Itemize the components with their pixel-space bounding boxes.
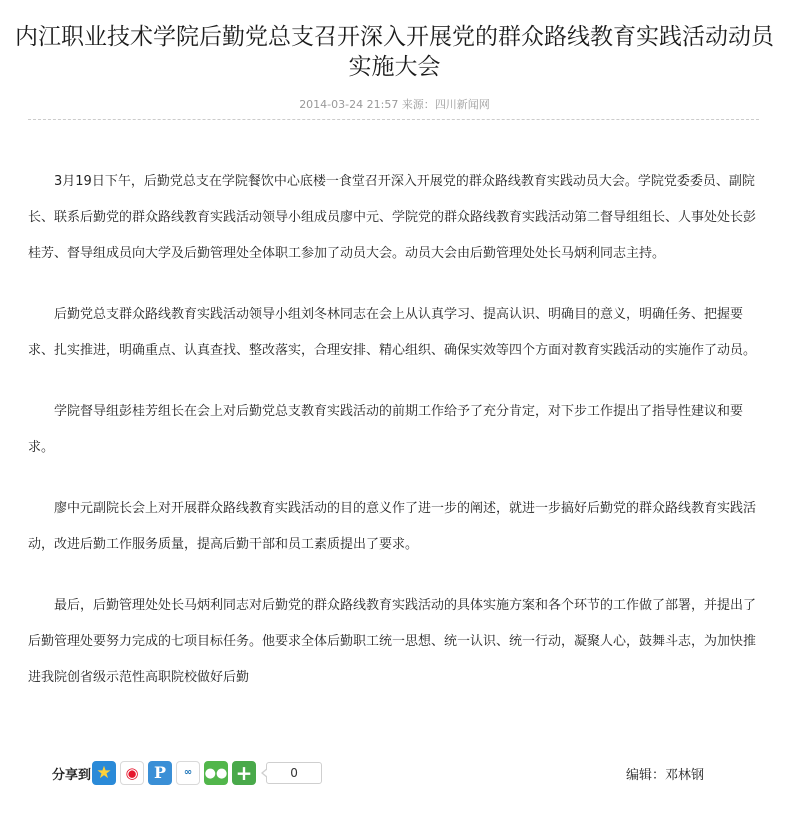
paragraph: 3月19日下午，后勤党总支在学院餐饮中心底楼一食堂召开深入开展党的群众路线教育实践动员大会。学院党委委员、副院长、联系后勤党的群众路线教育实践活动领导小组成员廖中元、学院党的群众路线教育实践活动第二督导组组长、人事处处长彭桂芳、督导组成员向大学及后勤管理处全体职工参加了动员大会。动员大会由后勤管理处处长马炳利同志主持。 (28, 174, 757, 261)
share-bar (52, 760, 322, 786)
source-label: 来源： (401, 98, 435, 111)
pinterest-icon[interactable]: P (148, 761, 172, 785)
article-body (28, 164, 759, 721)
paragraph: 最后，后勤管理处处长马炳利同志对后勤党的群众路线教育实践活动的具体实施方案和各个环节的工作做了部署，并提出了后勤管理处要努力完成的七项目标任务。他要求全体后勤职工统一思想、统一认识、统一行动，凝聚人心，鼓舞斗志，为加快推进我院创省级示范性高职院校做好后勤 (28, 598, 757, 685)
share-count: 0 (266, 762, 322, 784)
wechat-icon[interactable]: ●● (204, 761, 228, 785)
tencent-weibo-icon[interactable]: ∞ (176, 761, 200, 785)
title-divider (28, 119, 759, 120)
editor-name: 邓林钢 (665, 768, 705, 783)
sina-weibo-icon[interactable]: ◉ (120, 761, 144, 785)
more-icon[interactable]: + (232, 761, 256, 785)
editor-credit (626, 767, 704, 785)
paragraph: 学院督导组彭桂芳组长在会上对后勤党总支教育实践活动的前期工作给予了充分肯定，对下步工作提出了指导性建议和要求。 (28, 404, 744, 455)
editor-label: 编辑： (626, 768, 666, 783)
paragraph: 后勤党总支群众路线教育实践活动领导小组刘冬林同志在会上从认真学习、提高认识、明确目的意义，明确任务、把握要求、扎实推进，明确重点、认真查找、整改落实，合理安排、精心组织、确保实效等四个方面对教育实践活动的实施作了动员。 (28, 307, 757, 358)
publish-datetime: 2014-03-24 21:57 (299, 98, 399, 111)
favorite-icon[interactable]: ★ (92, 761, 116, 785)
article-meta (0, 97, 789, 113)
article-title: 内江职业技术学院后勤党总支召开深入开展党的群众路线教育实践活动动员实施大会 (15, 24, 774, 80)
paragraph: 廖中元副院长会上对开展群众路线教育实践活动的目的意义作了进一步的阐述，就进一步搞好后勤党的群众路线教育实践活动，改进后勤工作服务质量，提高后勤干部和员工素质提出了要求。 (28, 501, 757, 552)
source-name: 四川新闻网 (434, 98, 490, 111)
share-label: 分享到 (52, 767, 92, 783)
